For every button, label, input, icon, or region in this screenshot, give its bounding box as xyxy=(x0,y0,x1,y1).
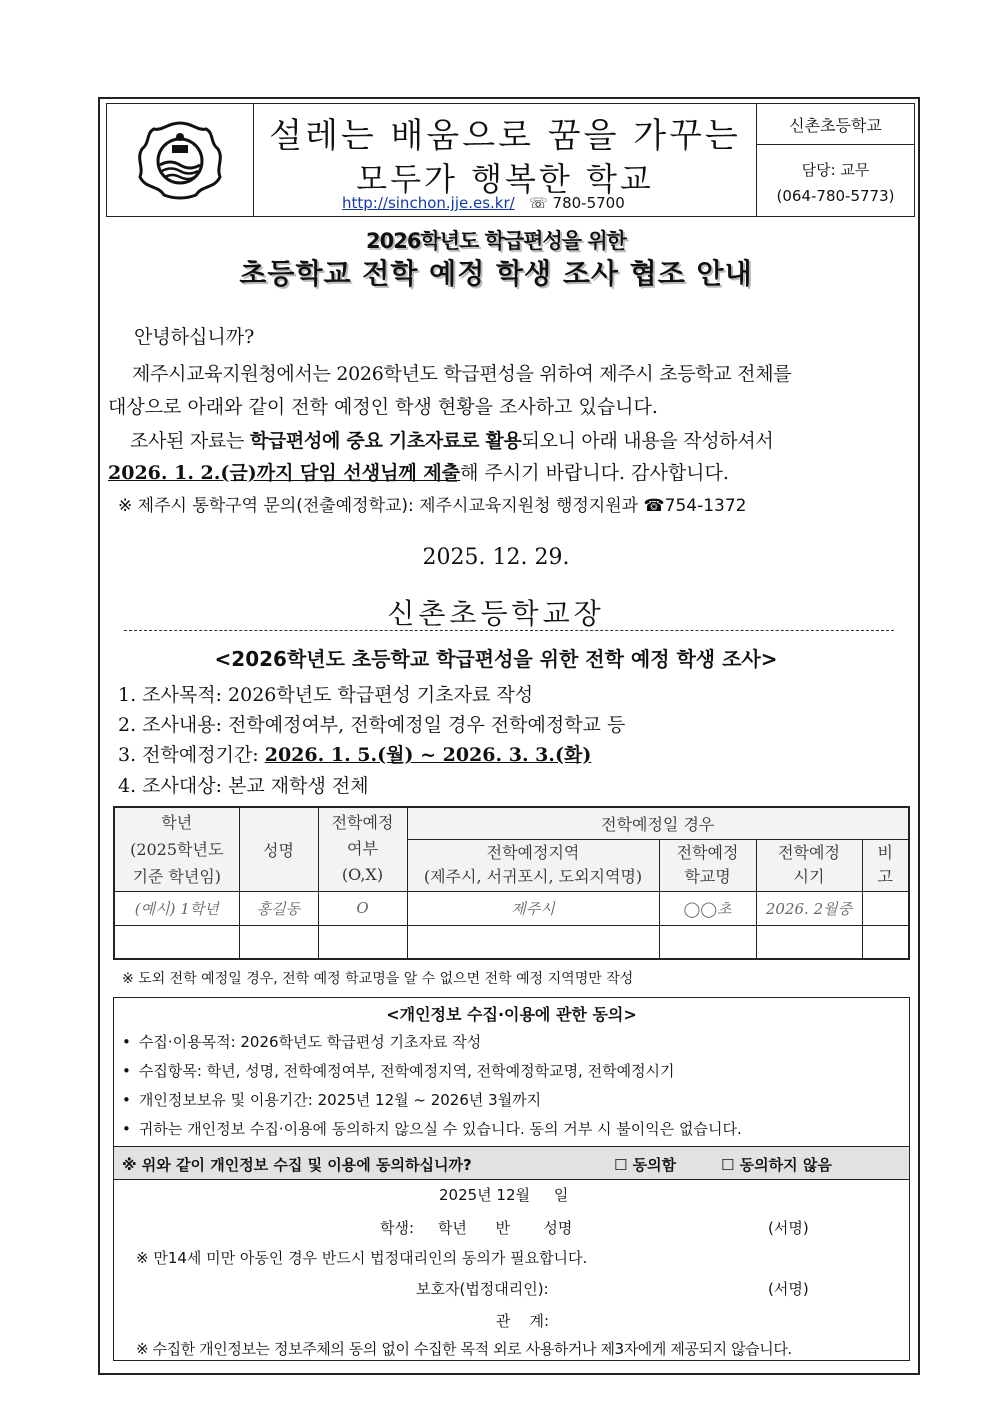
entry-time[interactable] xyxy=(756,925,862,959)
slogan-line-2: 모두가 행복한 학교 xyxy=(356,160,654,198)
header-school: 전학예정 학교명 xyxy=(659,839,756,891)
school-name: 신촌초등학교 xyxy=(757,104,914,145)
survey-item-4: 4. 조사대상: 본교 재학생 전체 xyxy=(118,775,369,797)
letter-date: 2025. 12. 29. xyxy=(422,545,570,570)
header-grade: 학년 (2025학년도 기준 학년임) xyxy=(114,807,239,891)
letterhead xyxy=(106,103,915,217)
survey-item-3: 3. 전학예정기간: 2026. 1. 5.(월) ~ 2026. 3. 3.(화) xyxy=(118,744,592,766)
relation-line[interactable]: 관 계: xyxy=(496,1312,550,1330)
school-emblem xyxy=(107,104,254,216)
greeting: 안녕하십니까? xyxy=(134,326,255,348)
consent-question-bar xyxy=(114,1146,909,1180)
paragraph-1-line-1: 제주시교육지원청에서는 2026학년도 학급편성을 위하여 제주시 초등학교 전체를 xyxy=(132,363,792,385)
paragraph-2-line-2: 2026. 1. 2.(금)까지 담임 선생님께 제출해 주시기 바랍니다. 감사합니다. xyxy=(108,462,729,484)
contact-line xyxy=(342,194,625,212)
cell-note xyxy=(862,891,909,925)
header-note: 비 고 xyxy=(862,839,909,891)
document-title-line-2: 초등학교 전학 예정 학생 조사 협조 안내 xyxy=(239,257,753,290)
header-region: 전학예정지역 (제주시, 서귀포시, 도외지역명) xyxy=(407,839,659,891)
transfer-survey-table xyxy=(113,806,910,960)
entry-grade[interactable] xyxy=(114,925,239,959)
contact-phone: (064-780-5773) xyxy=(776,187,895,205)
final-privacy-note: ※ 수집한 개인정보는 정보주체의 동의 없이 수집한 목적 외로 사용하거나 제3자에게 제공되지 않습니다. xyxy=(136,1340,792,1358)
cell-school: ◯◯초 xyxy=(659,891,756,925)
paragraph-1-line-2: 대상으로 아래와 같이 전학 예정인 학생 현황을 조사하고 있습니다. xyxy=(108,396,658,418)
principal-signature: 신촌초등학교장 xyxy=(387,597,605,630)
minor-consent-note: ※ 만14세 미만 아동인 경우 반드시 법정대리인의 동의가 필요합니다. xyxy=(136,1249,588,1267)
cell-plan: O xyxy=(318,891,407,925)
survey-item-2: 2. 조사내용: 전학예정여부, 전학예정일 경우 전학예정학교 등 xyxy=(118,714,626,736)
school-url-link[interactable]: http://sinchon.jje.es.kr/ xyxy=(342,194,515,212)
consent-date-line: 2025년 12월 일 xyxy=(439,1186,569,1204)
survey-item-1: 1. 조사목적: 2026학년도 학급편성 기초자료 작성 xyxy=(118,684,534,706)
header-name: 성명 xyxy=(239,807,318,891)
privacy-consent-box xyxy=(113,997,910,1361)
cell-time: 2026. 2월중 xyxy=(756,891,862,925)
cell-region: 제주시 xyxy=(407,891,659,925)
header-time: 전학예정 시기 xyxy=(756,839,862,891)
paragraph-2-line-1: 조사된 자료는 학급편성에 중요 기초자료로 활용되오니 아래 내용을 작성하셔서 xyxy=(130,430,774,452)
deadline-text: 2026. 1. 2.(금)까지 담임 선생님께 제출 xyxy=(108,462,461,484)
contact-person: 담당: 교무 xyxy=(801,161,870,179)
inquiry-note: ※ 제주시 통학구역 문의(전출예정학교): 제주시교육지원청 행정지원과 ☎754-1372 xyxy=(118,496,747,516)
consent-bullet: • 수집항목: 학년, 성명, 전학예정여부, 전학예정지역, 전학예정학교명, 전학예정시기 xyxy=(122,1057,742,1086)
consent-bullet: • 개인정보보유 및 이용기간: 2025년 12월 ~ 2026년 3월까지 xyxy=(122,1086,742,1115)
disagree-checkbox[interactable]: ☐ 동의하지 않음 xyxy=(721,1156,832,1174)
table-row-example xyxy=(114,891,909,925)
student-sign-line[interactable]: 학생: 학년 반 성명 xyxy=(380,1219,573,1237)
consent-title: <개인정보 수집·이용에 관한 동의> xyxy=(386,1005,637,1024)
table-row-entry xyxy=(114,925,909,959)
entry-name[interactable] xyxy=(239,925,318,959)
school-phone: ☏ 780-5700 xyxy=(529,194,625,212)
consent-question: ※ 위와 같이 개인정보 수집 및 이용에 동의하십니까? xyxy=(122,1156,472,1174)
entry-plan[interactable] xyxy=(318,925,407,959)
entry-school[interactable] xyxy=(659,925,756,959)
entry-region[interactable] xyxy=(407,925,659,959)
student-sign-mark: (서명) xyxy=(768,1219,809,1237)
table-footnote: ※ 도외 전학 예정일 경우, 전학 예정 학교명을 알 수 없으면 전학 예정 지역명만 작성 xyxy=(122,971,634,987)
header-transfer-plan: 전학예정 여부 (O,X) xyxy=(318,807,407,891)
cut-line xyxy=(124,630,894,631)
consent-bullet: • 귀하는 개인정보 수집·이용에 동의하지 않으실 수 있습니다. 동의 거부 시 불이익은 없습니다. xyxy=(122,1115,742,1144)
transfer-period: 2026. 1. 5.(월) ~ 2026. 3. 3.(화) xyxy=(264,744,592,766)
entry-note[interactable] xyxy=(862,925,909,959)
slogan-line-1: 설레는 배움으로 꿈을 가꾸는 xyxy=(269,116,741,156)
guardian-sign-mark: (서명) xyxy=(768,1280,809,1298)
emphasis-text: 학급편성에 중요 기초자료로 활용 xyxy=(249,430,522,452)
agree-checkbox[interactable]: ☐ 동의함 xyxy=(614,1156,677,1174)
consent-bullet-list xyxy=(114,1028,742,1144)
cell-grade: (예시) 1학년 xyxy=(114,891,239,925)
cell-name: 홍길동 xyxy=(239,891,318,925)
header-transfer-case: 전학예정일 경우 xyxy=(407,807,909,839)
consent-bullet: • 수집·이용목적: 2026학년도 학급편성 기초자료 작성 xyxy=(122,1028,742,1057)
school-emblem-icon xyxy=(134,119,226,201)
survey-title: <2026학년도 초등학교 학급편성을 위한 전학 예정 학생 조사> xyxy=(214,647,778,671)
document-title-line-1: 2026학년도 학급편성을 위한 xyxy=(366,229,626,253)
guardian-sign-line[interactable]: 보호자(법정대리인): xyxy=(416,1280,549,1298)
